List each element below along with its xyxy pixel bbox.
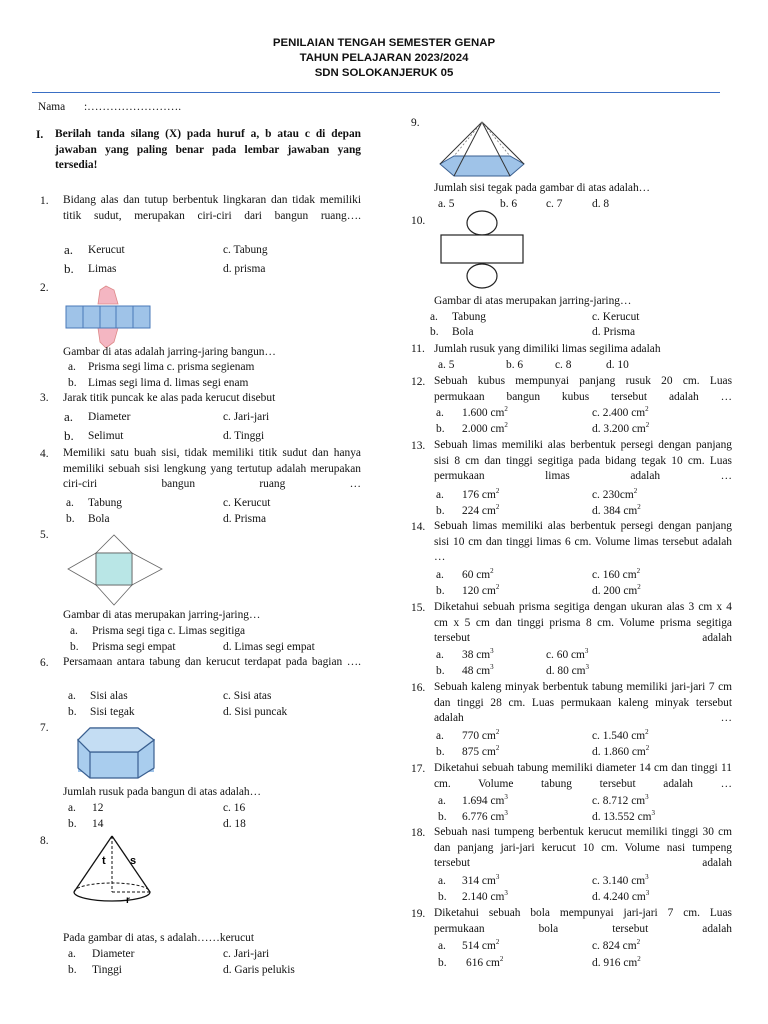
q1-number: 1. <box>40 195 49 207</box>
q6-text: Persamaan antara tabung dan kerucut terdapat pada bagian …. <box>63 656 361 668</box>
q12-option-a[interactable]: 1.600 $cm^2$ <box>462 405 508 419</box>
cone-label-r: r <box>126 895 130 906</box>
q15-option-b[interactable]: 48 $cm^3$ <box>462 663 494 677</box>
q6-option-b[interactable]: Sisi tegak <box>90 706 135 718</box>
q4-option-d[interactable]: d. Prisma <box>223 513 267 525</box>
q7-option-d[interactable]: d. 18 <box>223 818 246 830</box>
q16-option-letter-b[interactable]: b. <box>436 746 445 758</box>
q15-option-c[interactable]: c. 60 $cm^3$ <box>546 647 589 661</box>
q4-option-letter-a[interactable]: a. <box>66 497 74 509</box>
q2-option-letter-a[interactable]: a. <box>68 361 76 373</box>
q12-option-b[interactable]: 2.000 $cm^2$ <box>462 421 508 435</box>
q6-option-c[interactable]: c. Sisi atas <box>223 690 272 702</box>
q3-option-letter-a[interactable]: a. <box>64 409 74 424</box>
q9-number: 9. <box>411 117 420 129</box>
q10-number: 10. <box>411 215 426 227</box>
q12-option-d[interactable]: d. 3.200 $cm^2$ <box>592 421 650 435</box>
q11-text: Jumlah rusuk yang dimiliki limas segilima adalah <box>434 343 661 355</box>
name-label: Nama <box>38 101 66 113</box>
q17-option-a[interactable]: 1.694 $cm^3$ <box>462 793 508 807</box>
q1-option-d[interactable]: d. prisma <box>223 263 266 275</box>
q19-option-letter-a[interactable]: a. <box>438 940 446 952</box>
q10-option-d[interactable]: d. Prisma <box>592 326 636 338</box>
q11-option-a[interactable]: a. 5 <box>438 359 455 371</box>
q17-option-letter-b[interactable]: b. <box>438 811 447 823</box>
q3-option-c[interactable]: c. Jari-jari <box>223 411 270 423</box>
cone-label-s: s <box>130 855 137 867</box>
q13-option-a[interactable]: 176 $cm^2$ <box>462 487 500 501</box>
q1-option-a[interactable]: Kerucut <box>88 244 125 256</box>
q1-option-b[interactable]: Limas <box>88 263 117 275</box>
q17-option-c[interactable]: c. 8.712 $cm^3$ <box>592 793 649 807</box>
q2-option-a[interactable]: Prisma segi lima c. prisma segienam <box>88 361 255 373</box>
q6-number: 6. <box>40 657 49 669</box>
q14-option-c[interactable]: c. 160 $cm^2$ <box>592 567 641 581</box>
title-line-1: PENILAIAN TENGAH SEMESTER GENAP <box>272 37 496 49</box>
q15-option-a[interactable]: 38 $cm^3$ <box>462 647 494 661</box>
cylinder-net-figure <box>440 210 528 290</box>
q8-option-d[interactable]: d. Garis pelukis <box>223 964 295 976</box>
q4-option-b[interactable]: Bola <box>88 513 110 525</box>
q8-option-letter-b[interactable]: b. <box>68 964 77 976</box>
q15-option-letter-b[interactable]: b. <box>436 665 445 677</box>
q15-option-letter-a[interactable]: a. <box>436 649 444 661</box>
q17-option-d[interactable]: d. 13.552 $cm^3$ <box>592 809 655 823</box>
q1-option-letter-a[interactable]: a. <box>64 242 74 257</box>
cone-figure <box>70 834 154 906</box>
q11-option-c[interactable]: c. 8 <box>555 359 572 371</box>
q14-option-letter-b[interactable]: b. <box>436 585 445 597</box>
q10-option-c[interactable]: c. Kerucut <box>592 311 640 323</box>
q12-option-letter-a[interactable]: a. <box>436 407 444 419</box>
q10-option-b[interactable]: Bola <box>452 326 474 338</box>
q18-option-a[interactable]: 314 $cm^3$ <box>462 873 500 887</box>
name-field[interactable]: :……………………. <box>84 101 182 113</box>
q3-option-letter-b[interactable]: b. <box>64 428 74 443</box>
q12-option-c[interactable]: c. 2.400 $cm^2$ <box>592 405 649 419</box>
q15-text: Diketahui sebuah prisma segitiga dengan ukuran alas 3 cm x 4 cm x 5 cm dan tinggi prisma 8 cm. Volume prisma segitiga tersebut adalah <box>434 601 732 645</box>
square-pyramid-net-figure <box>64 531 168 611</box>
q19-number: 19. <box>411 908 426 920</box>
q18-number: 18. <box>411 827 426 839</box>
q7-option-letter-b[interactable]: b. <box>68 818 77 830</box>
q5-text: Gambar di atas merupakan jarring-jaring… <box>63 609 261 621</box>
q3-option-a[interactable]: Diameter <box>88 411 131 423</box>
q12-option-letter-b[interactable]: b. <box>436 423 445 435</box>
q17-number: 17. <box>411 763 426 775</box>
q16-option-c[interactable]: c. 1.540 $cm^2$ <box>592 728 649 742</box>
q9-option-d[interactable]: d. 8 <box>592 198 610 210</box>
q1-text: Bidang alas dan tutup berbentuk lingkaran dan tidak memiliki titik sudut, merupakan ciri-ciri dari bangun ruang…. <box>63 194 361 222</box>
q7-option-letter-a[interactable]: a. <box>68 802 76 814</box>
q7-option-a[interactable]: 12 <box>92 802 104 814</box>
q11-option-d[interactable]: d. 10 <box>606 359 629 371</box>
q2-text: Gambar di atas adalah jarring-jaring bangun… <box>63 346 276 358</box>
instruction-text: Berilah tanda silang (X) pada huruf a, b atau c di depan jawaban yang paling benar pada lembar jawaban yang tersedia! <box>55 128 361 172</box>
q5-option-d[interactable]: d. Limas segi empat <box>223 641 315 653</box>
q5-option-letter-a[interactable]: a. <box>70 625 78 637</box>
hexagonal-pyramid-figure <box>436 120 528 184</box>
q3-number: 3. <box>40 392 49 404</box>
q16-option-d[interactable]: d. 1.860 $cm^2$ <box>592 744 650 758</box>
q4-option-letter-b[interactable]: b. <box>66 513 75 525</box>
q14-number: 14. <box>411 521 426 533</box>
q1-option-c[interactable]: c. Tabung <box>223 244 268 256</box>
title-line-2: TAHUN PELAJARAN 2023/2024 <box>299 52 469 64</box>
q9-text: Jumlah sisi tegak pada gambar di atas adalah… <box>434 182 651 194</box>
q5-number: 5. <box>40 529 49 541</box>
q14-text: Sebuah limas memiliki alas berbentuk persegi dengan panjang sisi 10 cm dan tinggi limas 6 cm. Volume limas tersebut adalah … <box>434 520 732 564</box>
q13-option-d[interactable]: d. 384 $cm^2$ <box>592 503 641 517</box>
q3-option-b[interactable]: Selimut <box>88 430 124 442</box>
q19-option-c[interactable]: c. 824 $cm^2$ <box>592 938 641 952</box>
q6-option-a[interactable]: Sisi alas <box>90 690 128 702</box>
q11-option-b[interactable]: b. 6 <box>506 359 524 371</box>
q15-number: 15. <box>411 602 426 614</box>
q9-option-b[interactable]: b. 6 <box>500 198 518 210</box>
q8-option-c[interactable]: c. Jari-jari <box>223 948 270 960</box>
q13-option-letter-b[interactable]: b. <box>436 505 445 517</box>
q2-option-b[interactable]: Limas segi lima d. limas segi enam <box>88 377 249 389</box>
q18-option-d[interactable]: d. 4.240 $cm^3$ <box>592 889 650 903</box>
q14-option-a[interactable]: 60 $cm^2$ <box>462 567 494 581</box>
q2-option-letter-b[interactable]: b. <box>68 377 77 389</box>
q17-option-letter-a[interactable]: a. <box>438 795 446 807</box>
q11-number: 11. <box>411 343 425 355</box>
q19-option-letter-b[interactable]: b. <box>438 957 447 969</box>
q13-number: 13. <box>411 440 426 452</box>
q18-text: Sebuah nasi tumpeng berbentuk kerucut memiliki tinggi 30 cm dan panjang jari-jari kerucut 10 cm. Volume nasi tumpeng tersebut adalah <box>434 826 732 870</box>
q8-option-letter-a[interactable]: a. <box>68 948 76 960</box>
q10-option-letter-b[interactable]: b. <box>430 326 439 338</box>
hexagonal-prism-figure <box>76 724 160 780</box>
q7-number: 7. <box>40 722 49 734</box>
q6-option-d[interactable]: d. Sisi puncak <box>223 706 288 718</box>
q4-option-c[interactable]: c. Kerucut <box>223 497 271 509</box>
q19-text: Diketahui sebuah bola mempunyai jari-jari 7 cm. Luas permukaan bola tersebut adalah <box>434 907 732 935</box>
q9-option-a[interactable]: a. 5 <box>438 198 455 210</box>
q7-option-c[interactable]: c. 16 <box>223 802 246 814</box>
q5-option-letter-b[interactable]: b. <box>70 641 79 653</box>
q3-text: Jarak titik puncak ke alas pada kerucut disebut <box>63 392 276 404</box>
q18-option-letter-b[interactable]: b. <box>438 891 447 903</box>
q17-text: Diketahui sebuah tabung memiliki diameter 14 cm dan tinggi 11 cm. Volume tabung tersebut adalah … <box>434 762 732 790</box>
q18-option-letter-a[interactable]: a. <box>438 875 446 887</box>
q13-text: Sebuah limas memiliki alas berbentuk persegi dengan panjang sisi 8 cm dan tinggi segitiga pada bidang tegak 10 cm. Luas permukaan limas adalah … <box>434 439 732 483</box>
q14-option-b[interactable]: 120 $cm^2$ <box>462 583 500 597</box>
q5-option-b[interactable]: Prisma segi empat <box>92 641 176 653</box>
q14-option-d[interactable]: d. 200 $cm^2$ <box>592 583 641 597</box>
q13-option-b[interactable]: 224 $cm^2$ <box>462 503 500 517</box>
q8-option-a[interactable]: Diameter <box>92 948 135 960</box>
q16-option-a[interactable]: 770 $cm^2$ <box>462 728 500 742</box>
header-rule <box>32 92 720 93</box>
q4-text: Memiliki satu buah sisi, tidak memiliki titik sudut dan hanya memiliki sebuah sisi lengkung yang tertutup adalah merupakan ciri-ciri bangun ruang … <box>63 447 361 491</box>
title-line-3: SDN SOLOKANJERUK 05 <box>314 67 454 79</box>
q18-option-b[interactable]: 2.140 $cm^3$ <box>462 889 508 903</box>
q9-option-c[interactable]: c. 7 <box>546 198 563 210</box>
q13-option-letter-a[interactable]: a. <box>436 489 444 501</box>
q4-number: 4. <box>40 448 49 460</box>
q19-option-b[interactable]: 616 $cm^2$ <box>466 955 504 969</box>
q6-option-letter-b[interactable]: b. <box>68 706 77 718</box>
q8-number: 8. <box>40 835 49 847</box>
q5-option-a[interactable]: Prisma segi tiga c. Limas segitiga <box>92 625 246 637</box>
cone-label-t: t <box>102 855 106 867</box>
q16-number: 16. <box>411 682 426 694</box>
q16-option-letter-a[interactable]: a. <box>436 730 444 742</box>
q12-number: 12. <box>411 376 426 388</box>
q14-option-letter-a[interactable]: a. <box>436 569 444 581</box>
q19-option-d[interactable]: d. 916 $cm^2$ <box>592 955 641 969</box>
q17-option-b[interactable]: 6.776 $cm^3$ <box>462 809 508 823</box>
q1-option-letter-b[interactable]: b. <box>64 261 74 276</box>
q13-option-c[interactable]: c. $230cm^2$ <box>592 487 638 501</box>
q6-option-letter-a[interactable]: a. <box>68 690 76 702</box>
q18-option-c[interactable]: c. 3.140 $cm^3$ <box>592 873 649 887</box>
q8-option-b[interactable]: Tinggi <box>92 964 122 976</box>
q10-option-a[interactable]: Tabung <box>452 311 486 323</box>
q12-text: Sebuah kubus mempunyai panjang rusuk 20 cm. Luas permukaan bangun kubus tersebut adalah … <box>434 375 732 403</box>
q16-text: Sebuah kaleng minyak berbentuk tabung memiliki jari-jari 7 cm dan tinggi 28 cm. Luas permukaan kaleng minyak tersebut adalah … <box>434 681 732 725</box>
q3-option-d[interactable]: d. Tinggi <box>223 430 265 442</box>
q7-option-b[interactable]: 14 <box>92 818 104 830</box>
q16-option-b[interactable]: 875 $cm^2$ <box>462 744 500 758</box>
instruction-number: I. <box>36 129 44 141</box>
q10-text: Gambar di atas merupakan jarring-jaring… <box>434 295 632 307</box>
q4-option-a[interactable]: Tabung <box>88 497 122 509</box>
q8-text: Pada gambar di atas, s adalah……kerucut <box>63 932 255 944</box>
q10-option-letter-a[interactable]: a. <box>430 311 438 323</box>
q2-number: 2. <box>40 282 49 294</box>
q15-option-d[interactable]: d. 80 $cm^3$ <box>546 663 590 677</box>
q7-text: Jumlah rusuk pada bangun di atas adalah… <box>63 786 262 798</box>
q19-option-a[interactable]: 514 $cm^2$ <box>462 938 500 952</box>
